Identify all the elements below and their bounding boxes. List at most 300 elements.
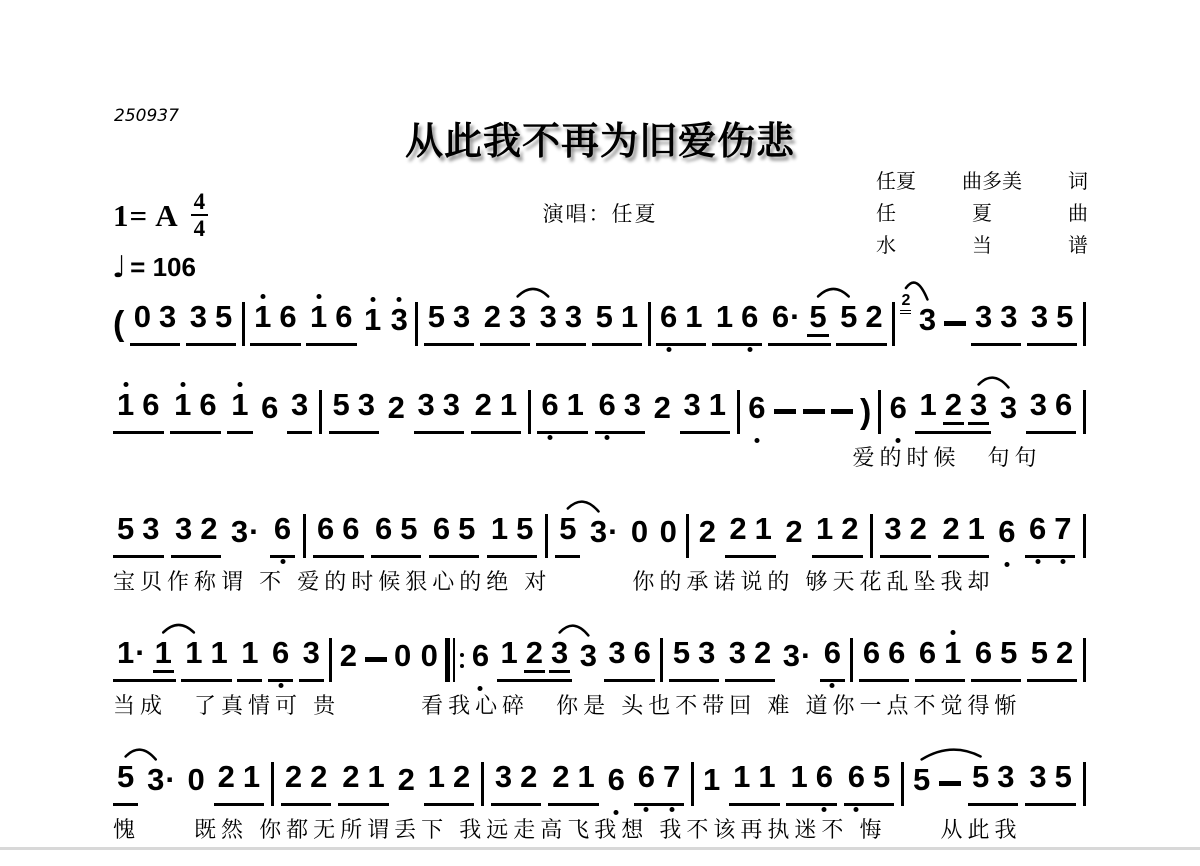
note-digit: 1 [154,635,172,671]
note-digit: 6 [142,387,160,423]
note [216,761,237,797]
note-digit: 6 [335,299,353,335]
beam-group [268,637,293,682]
note [308,301,329,337]
note [252,301,273,337]
note-digit: 0 [420,638,438,674]
note-digit: 6 [199,387,217,423]
duration-dash [944,321,966,326]
note-digit: 2 [1056,635,1074,671]
note [186,764,207,806]
quarter-note-icon: ♩ [112,250,127,285]
note-digit: 2 [483,299,501,335]
note [943,389,964,425]
note [115,513,136,549]
note [518,761,539,797]
note [998,301,1019,337]
note [739,301,760,337]
note-digit: 6 [607,762,625,798]
lyrics-line: 愧 既然 你都无所谓丢下 我远走高飞我想 我不该再执迷不 悔 从此我 [113,817,1022,842]
note-digit: 6 [741,299,759,335]
note-digit: 2 [754,635,772,671]
note-digit: 0 [393,638,412,674]
note-digit: 3 [417,387,435,423]
time-denominator: 4 [193,216,206,242]
note [1053,761,1074,797]
note-digit: 6 [659,299,678,335]
note [229,516,263,558]
beam-group [1026,389,1077,434]
barline [1083,514,1086,558]
note-digit: 2 [284,759,303,795]
beam-group [329,389,380,434]
note-digit: 6 [342,511,360,547]
note [911,764,932,806]
note [998,392,1019,434]
note-digit: 5 [840,299,858,335]
note-digit: 6 [279,299,297,335]
note [362,304,383,346]
beam-group [537,389,588,434]
note-digit: 1 [242,759,261,795]
note-digit: 3 [623,387,641,423]
barline [242,302,245,346]
note-digit: 3 [551,635,569,671]
note [781,640,815,682]
note [392,640,413,682]
note-digit: 3 [442,387,460,423]
note-digit: 0 [630,514,649,550]
note-digit: 3 [302,635,320,671]
note-digit: 1 [944,635,962,671]
note-digit: 6 [273,511,292,547]
note [365,761,386,797]
note [1027,513,1048,549]
note [396,764,417,806]
lyrics-line: 宝贝作称谓 不 爱的时候狠心的绝 对 你的承诺说的 够天花乱坠我却 [113,569,995,594]
beam-group [113,637,176,682]
note [696,637,717,673]
note-digit: 5 [427,299,446,335]
note [871,761,892,797]
note [727,513,748,549]
note-digit: 6 [598,387,616,423]
note-digit: 6 [888,635,906,671]
beam-group [480,301,531,346]
note [272,513,293,549]
note [968,389,989,425]
note [431,513,452,549]
note-digit: 0 [659,514,677,550]
barline [481,762,484,806]
note-digit: 6 [633,635,651,671]
note-digit: 6 [432,511,451,547]
beam-group [536,301,587,346]
score-line [113,742,1086,848]
barline [691,762,694,806]
note [557,513,578,549]
note-digit: 3 [728,635,747,671]
note [788,761,809,797]
note [301,637,322,673]
note-digit: 3 [1000,299,1018,335]
note-digit: 6 [541,387,559,423]
note-digit: 6 [748,390,766,426]
beam-group [424,301,475,346]
note [658,516,679,558]
note-digit: 1 [254,299,272,335]
music-row [113,282,1086,346]
note [259,392,280,434]
note-digit: 1 [241,635,259,671]
beam-group [113,513,164,558]
note [333,301,354,337]
repeat-thick-bar [445,638,450,682]
note [606,637,627,673]
beam-group [429,513,480,558]
note [115,389,136,425]
beam-group [786,761,837,806]
beam-group [595,389,646,434]
note-digit: 3 [174,511,193,547]
beam-group [497,637,573,682]
note [882,513,903,549]
note [886,637,907,673]
beam-group [844,761,895,806]
repeat-dot [460,653,464,657]
note-digit: 2 [785,514,803,550]
note [157,301,178,337]
note [198,513,219,549]
note [524,637,545,673]
beam-group [287,389,312,434]
barline [329,638,332,682]
note-digit: 1 [702,762,721,798]
beam-group [170,389,221,434]
note-digit: 5 [400,511,418,547]
beam-group [915,637,966,682]
note [970,761,991,797]
note-digit: 2 [217,759,235,795]
beam-group [299,637,324,682]
note-digit: 2 [387,390,405,426]
note [814,761,835,797]
credit-text: 水 [876,235,896,257]
note [140,513,161,549]
beam-group [712,301,763,346]
note-digit: 3 [189,299,207,335]
barline [1083,390,1086,434]
tie-arc [979,378,1009,388]
note-digit: 6 [847,759,866,795]
beam-group [1027,301,1078,346]
dot-of-prolongation: · [790,299,801,335]
beam-group [729,761,780,806]
note-digit: 1 [427,759,445,795]
note [456,513,477,549]
note-digit: 3 [142,511,160,547]
beam-group [270,513,295,558]
beam-group [491,761,542,806]
tie-arc [560,626,589,636]
note-digit: 5 [913,762,931,798]
score-line [113,282,1086,346]
beam-group [680,389,731,434]
note-digit: 1 [231,387,249,423]
note [241,761,262,797]
barline [1083,762,1086,806]
beam-group [281,761,332,806]
beam-group [338,761,389,806]
note [308,761,329,797]
note-digit: 1 [490,511,509,547]
note [966,513,987,549]
note-digit: 2 [944,387,962,423]
song-title: 从此我不再为旧爱伤悲 [404,121,795,163]
note-digit: 2 [525,635,544,671]
note [183,637,204,673]
note-digit: 1 [577,759,595,795]
note-digit: 6 [374,511,393,547]
note-digit: 2 [310,759,328,795]
grace-note: 2 [900,293,911,314]
barline [737,390,740,434]
beam-group [214,761,265,806]
note-digit: 1 [733,759,751,795]
note [1029,301,1050,337]
dot-of-prolongation: · [800,638,812,674]
note [239,637,260,673]
beam-group [1027,637,1078,682]
note-digit: 2 [200,511,218,547]
note [863,301,884,337]
note [908,513,929,549]
note-digit: 3 [564,299,583,335]
note [756,761,777,797]
note [917,637,938,673]
note [619,301,640,337]
barline [303,514,306,558]
score-line [113,494,1086,600]
note [473,389,494,425]
note [493,761,514,797]
note [973,301,994,337]
beam-group [548,761,599,806]
beam-group [555,513,580,558]
dot-of-prolongation: · [608,514,619,550]
note [145,764,179,806]
note-digit: 3 [508,299,527,335]
note-digit: 1 [117,635,135,671]
note-digit: 3 [390,302,408,338]
note [197,389,218,425]
note-digit: 2 [552,759,570,795]
note [1052,513,1073,549]
note-digit: 2 [698,514,716,550]
beam-group [971,637,1022,682]
note [315,513,336,549]
note [419,640,440,682]
tie-arc [163,625,194,633]
beam-group [1025,513,1076,558]
note-digit: 6 [974,635,993,671]
tie-arc [126,750,156,760]
note [115,761,136,797]
credit-text: 任夏 [876,171,916,193]
beam-group [171,513,222,558]
note-digit: 1 [620,299,639,335]
tempo-marking [112,250,196,285]
note [498,389,519,425]
note [289,389,310,425]
note [172,389,193,425]
note-digit: 6 [637,759,655,795]
note-digit: 6 [1028,511,1047,547]
note-digit: 5 [1054,759,1072,795]
note [1054,301,1075,337]
note [389,304,410,346]
note-digit: 6 [1054,387,1073,423]
note-digit: 1 [363,302,382,338]
note-digit: 5 [873,759,891,795]
barline [528,390,531,434]
note-digit: 5 [516,511,534,547]
note [996,516,1017,558]
score-line [113,618,1086,724]
duration-dash [831,409,853,414]
barline [1083,302,1086,346]
note-digit: 2 [841,511,859,547]
note [683,301,704,337]
note-digit: 3 [969,387,988,423]
credit-text: 任 [876,203,896,225]
note [451,301,472,337]
note [597,389,618,425]
note-digit: 2 [342,759,360,795]
note [514,513,535,549]
duration-dash [774,409,796,414]
note-digit: 5 [117,511,135,547]
note-digit: 2 [942,511,960,547]
note [973,637,994,673]
tie-arc [922,750,981,760]
note [132,301,153,337]
note [229,389,250,425]
note [727,637,748,673]
note [839,513,860,549]
note [594,301,615,337]
beam-group [471,389,522,434]
note [482,301,503,337]
music-row [113,742,1086,806]
duration-dash [365,657,387,662]
note [752,637,773,673]
barline [545,514,548,558]
note-digit: 5 [559,511,577,547]
note-digit: 6 [998,514,1016,550]
note [426,761,447,797]
beam-group [487,513,538,558]
note-digit: 3 [698,635,716,671]
note-digit: 2 [520,759,538,795]
credit-row [876,166,1088,198]
note-digit: 6 [261,390,279,426]
note-digit: 3 [884,511,902,547]
beam-group [968,761,1019,806]
note-digit: 1 [566,387,584,423]
beam-group [880,513,931,558]
repeat-dot [460,664,464,668]
note [470,640,491,682]
catalog-number: 250937 [114,106,179,126]
note-digit: 3 [918,302,937,338]
barline [415,302,418,346]
note [1028,389,1049,425]
note [578,640,599,682]
note-digit: 3 [357,387,375,423]
note [499,637,520,673]
beam-group [859,637,910,682]
note-digit: 2 [474,387,492,423]
note [770,301,804,337]
note [861,637,882,673]
note [652,392,673,434]
note [998,637,1019,673]
duration-dash [803,409,825,414]
note [1053,389,1074,425]
score [113,282,1086,866]
note-digit: 1 [967,511,985,547]
note [398,513,419,549]
note-digit: 3 [1029,387,1047,423]
note [270,637,291,673]
note-digit: 0 [133,299,152,335]
note [140,389,161,425]
beam-group [836,301,887,346]
note-digit: 1 [758,759,776,795]
barline [648,302,651,346]
beam-group [820,637,845,682]
note-digit: 6 [271,635,290,671]
note-digit: 3 [230,514,249,550]
note-digit: 3 [1030,299,1049,335]
note-digit: 1 [210,635,228,671]
note-digit: 5 [595,299,613,335]
note-digit: 1 [715,299,734,335]
repeat-dots [460,653,464,668]
note-digit: 3 [999,390,1018,426]
note [331,389,352,425]
note [917,389,938,425]
note [213,301,234,337]
credit-text: 曲 [1068,203,1088,225]
note-digit: 1 [117,387,135,423]
credit-text: 曲多美 [962,171,1022,193]
beam-group [250,301,301,346]
note [507,301,528,337]
beam-group [592,301,643,346]
note-digit: 3 [453,299,471,335]
key-label: 1= A [113,198,179,234]
note [188,301,209,337]
note [783,516,804,558]
tempo-value: = 106 [130,252,196,282]
beam-group [113,761,138,806]
note [153,637,174,673]
note [340,761,361,797]
note [340,513,361,549]
note-digit: 6 [815,759,833,795]
